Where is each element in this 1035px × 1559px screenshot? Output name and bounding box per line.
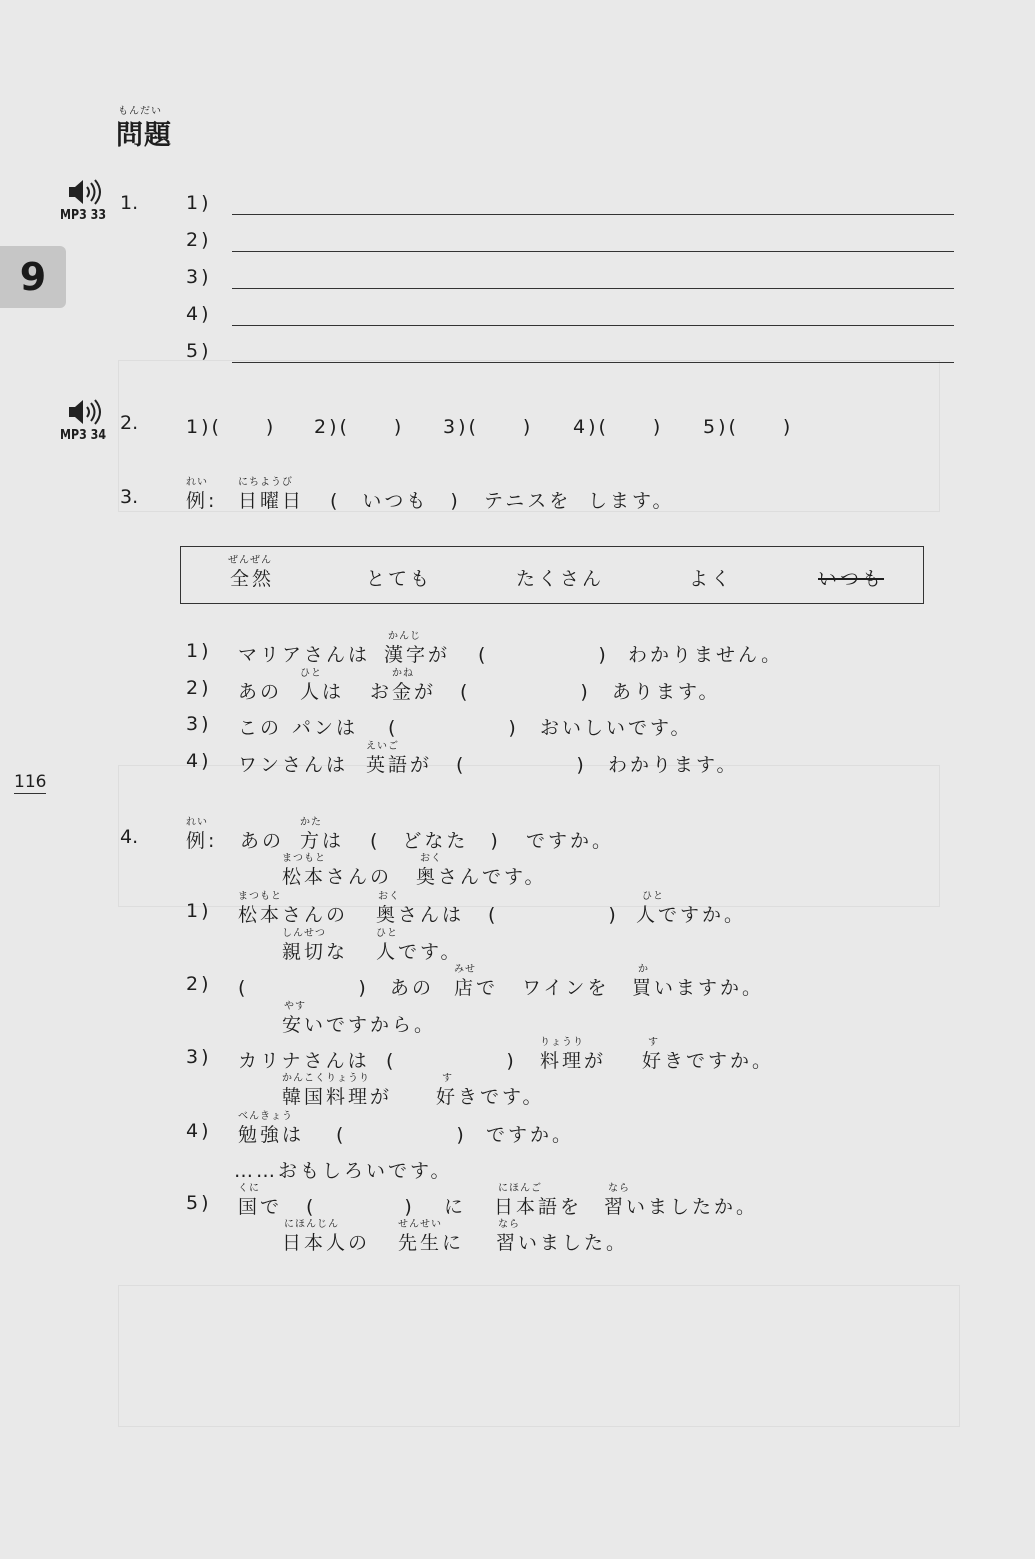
- page-number: 116: [14, 772, 47, 792]
- sentence-word: みせ 店で: [454, 973, 498, 1000]
- ruby: ひと: [642, 891, 664, 902]
- item-number: 4): [186, 1120, 212, 1142]
- example-word: します。: [588, 490, 675, 512]
- page-title: 問題: [116, 120, 172, 151]
- sentence-word: あります。: [612, 681, 721, 703]
- ruby: か: [638, 964, 649, 975]
- ruby: なら: [498, 1219, 520, 1230]
- choice-word-used[interactable]: いつも: [818, 568, 885, 590]
- choice-word[interactable]: ぜんぜん 全然: [230, 564, 274, 591]
- ruby: みせ: [454, 964, 476, 975]
- chapter-tab: 9: [0, 246, 66, 308]
- sentence-word: おく 奥さんです。: [416, 862, 546, 889]
- ruby: なら: [608, 1183, 630, 1194]
- sentence-word: かた 方は: [300, 826, 344, 853]
- answer-line-label: 1): [186, 192, 212, 214]
- answer-blank[interactable]: 4)( ): [573, 416, 664, 438]
- answer-blank[interactable]: ( ): [488, 904, 619, 926]
- ruby: す: [442, 1073, 453, 1084]
- answer-blank[interactable]: 3)( ): [443, 416, 534, 438]
- example-label: れい 例:: [186, 826, 217, 853]
- sentence-word: カリナさんは: [238, 1050, 370, 1072]
- item-number: 3): [186, 713, 212, 735]
- sentence-word: ひと 人ですか。: [636, 900, 746, 927]
- answer-blank[interactable]: ( ): [336, 1124, 467, 1146]
- sentence-word: なら 習いました。: [496, 1228, 628, 1255]
- sentence-word: ですか。: [486, 1124, 575, 1146]
- sentence-word: せんせい 先生に: [398, 1228, 464, 1255]
- ruby: ひと: [376, 928, 398, 939]
- item-number: 2): [186, 973, 212, 995]
- answer-blank[interactable]: 1)( ): [186, 416, 277, 438]
- answer-line-label: 4): [186, 303, 212, 325]
- audio-track-label: MP3 33: [60, 208, 107, 223]
- answer-blank[interactable]: ( ): [388, 717, 519, 739]
- example-answer: ( いつも ): [330, 490, 461, 512]
- answer-line[interactable]: [232, 325, 954, 326]
- sentence-word: しんせつ 親切な: [282, 937, 348, 964]
- sentence-word: わかります。: [608, 754, 739, 776]
- ruby: おく: [420, 853, 442, 864]
- item-number: 4): [186, 750, 212, 772]
- answer-line[interactable]: [232, 288, 954, 289]
- ruby: にほんじん: [284, 1219, 339, 1230]
- sentence-word: えいご 英語が: [366, 750, 432, 777]
- sentence-word: りょうり 料理が: [540, 1046, 606, 1073]
- sentence-word: あの: [390, 977, 435, 999]
- sentence-word: にほんじん 日本人の: [282, 1228, 370, 1255]
- answer-blank[interactable]: ( ): [456, 754, 587, 776]
- ruby: まつもと: [282, 853, 326, 864]
- sentence-word: にほんご 日本語を: [494, 1192, 582, 1219]
- ruby: かんじ: [388, 631, 421, 642]
- ruby: りょうり: [540, 1037, 584, 1048]
- choice-word[interactable]: よく: [689, 568, 734, 590]
- ruby: くに: [238, 1183, 260, 1194]
- answer-blank[interactable]: ( ): [306, 1196, 415, 1218]
- item-number: 1): [186, 900, 212, 922]
- question-number: 4.: [120, 826, 139, 848]
- ruby: まつもと: [238, 891, 282, 902]
- sentence-word: わかりません。: [628, 644, 784, 666]
- sentence-word: くに 国で: [238, 1192, 282, 1219]
- answer-blank[interactable]: 2)( ): [314, 416, 405, 438]
- sentence-word: かんこくりょうり 韓国料理が: [282, 1082, 392, 1109]
- sentence-word: パンは: [292, 717, 359, 739]
- sentence-word: おいしいです。: [540, 717, 693, 739]
- answer-line-label: 5): [186, 340, 212, 362]
- sentence-word: マリアさんは: [238, 644, 371, 666]
- sentence-word: か 買いますか。: [632, 973, 764, 1000]
- answer-line[interactable]: [232, 214, 954, 215]
- show-through-panel: [118, 1285, 960, 1427]
- item-number: 1): [186, 640, 212, 662]
- ruby: せんせい: [398, 1219, 442, 1230]
- sentence-word: まつもと 松本さんの: [282, 862, 392, 889]
- example-label: れい 例:: [186, 486, 217, 513]
- answer-blank[interactable]: ( ): [460, 681, 591, 703]
- ruby: ぜんぜん: [228, 555, 272, 566]
- ruby: にほんご: [498, 1183, 542, 1194]
- sentence-word: ひと 人は: [300, 677, 344, 704]
- choice-word[interactable]: たくさん: [516, 568, 605, 590]
- answer-line[interactable]: [232, 251, 954, 252]
- sentence-word: す 好きです。: [436, 1082, 544, 1109]
- ruby: れい: [186, 817, 208, 828]
- sentence-word: かんじ 漢字が: [384, 640, 450, 667]
- sentence-word: ワインを: [522, 977, 610, 999]
- sentence-word: に: [444, 1196, 467, 1218]
- sentence-word: やす 安いですから。: [282, 1010, 436, 1037]
- sentence-word: す 好きですか。: [642, 1046, 774, 1073]
- example-answer: ( どなた ): [370, 830, 501, 852]
- question-number: 3.: [120, 486, 139, 508]
- sentence-word: あの: [240, 830, 285, 852]
- example-word: にちようび 日曜日: [238, 486, 304, 513]
- sentence-word: かね お金が: [370, 677, 436, 704]
- sentence-word: ……おもしろいです。: [234, 1160, 453, 1182]
- speaker-icon[interactable]: [66, 178, 106, 206]
- answer-line[interactable]: [232, 362, 954, 363]
- example-word: テニスを: [484, 490, 572, 512]
- ruby: かんこくりょうり: [282, 1073, 370, 1084]
- answer-blank[interactable]: ( ): [386, 1050, 517, 1072]
- question-number: 2.: [120, 412, 139, 434]
- title-ruby: もんだい: [118, 106, 162, 117]
- sentence-word: ひと 人です。: [376, 937, 462, 964]
- sentence-word: まつもと 松本さんの: [238, 900, 348, 927]
- item-number: 2): [186, 677, 212, 699]
- answer-blank[interactable]: ( ): [478, 644, 609, 666]
- sentence-word: おく 奥さんは: [376, 900, 464, 927]
- sentence-word: この: [238, 717, 283, 739]
- audio-track-label: MP3 34: [60, 428, 107, 443]
- ruby: にちようび: [238, 477, 293, 488]
- answer-line-label: 3): [186, 266, 212, 288]
- ruby: しんせつ: [282, 928, 326, 939]
- ruby: かた: [300, 817, 322, 828]
- ruby: おく: [378, 891, 400, 902]
- ruby: べんきょう: [238, 1111, 293, 1122]
- item-number: 3): [186, 1046, 212, 1068]
- ruby: ひと: [300, 668, 322, 679]
- ruby: かね: [392, 668, 414, 679]
- sentence-word: ワンさんは: [238, 754, 349, 776]
- ruby: れい: [186, 477, 208, 488]
- sentence-word: べんきょう 勉強は: [238, 1120, 304, 1147]
- answer-blank[interactable]: 5)( ): [703, 416, 794, 438]
- ruby: えいご: [366, 741, 399, 752]
- sentence-word: ですか。: [526, 830, 615, 852]
- answer-blank[interactable]: ( ): [238, 977, 369, 999]
- choice-word[interactable]: とても: [366, 568, 433, 590]
- ruby: す: [648, 1037, 659, 1048]
- sentence-word: なら 習いましたか。: [604, 1192, 758, 1219]
- speaker-icon[interactable]: [66, 398, 106, 426]
- item-number: 5): [186, 1192, 212, 1214]
- answer-line-label: 2): [186, 229, 212, 251]
- sentence-word: あの: [238, 681, 283, 703]
- question-number: 1.: [120, 192, 139, 214]
- ruby: やす: [284, 1001, 306, 1012]
